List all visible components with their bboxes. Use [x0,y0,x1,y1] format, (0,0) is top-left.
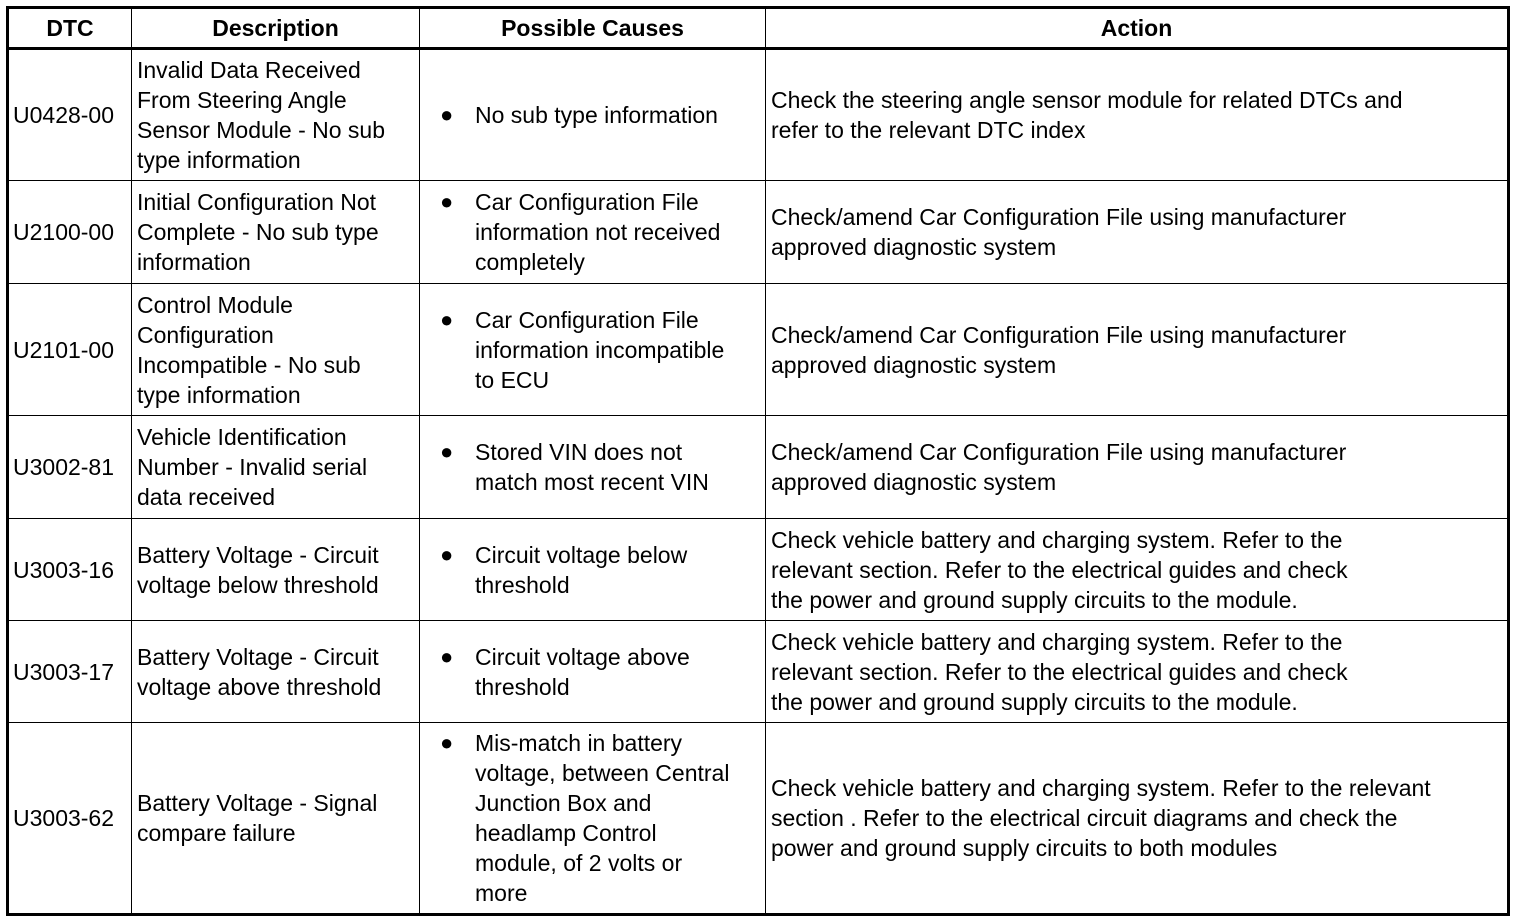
possible-causes [420,416,766,519]
cause-text: Circuit voltage above threshold [475,643,690,700]
table-row [8,49,1509,181]
dtc-description: Invalid Data Received From Steering Angle Sensor Module - No sub type information [132,49,420,181]
bullet-icon: ● [440,643,454,669]
dtc-description: Battery Voltage - Signal compare failure [132,723,420,915]
possible-causes [420,49,766,181]
dtc-action: Check vehicle battery and charging system. Refer to the relevant section. Refer to the electrical guides and check the power and ground supply circuits to the module. [766,621,1509,723]
cause-text: Car Configuration File information not received completely [475,189,721,275]
dtc-action: Check/amend Car Configuration File using manufacturer approved diagnostic system [766,284,1509,416]
table-row [8,416,1509,519]
possible-causes [420,181,766,284]
table-row [8,519,1509,621]
table-row [8,723,1509,915]
dtc-code: U2101-00 [8,284,132,416]
dtc-description: Battery Voltage - Circuit voltage below threshold [132,519,420,621]
dtc-action: Check the steering angle sensor module for related DTCs and refer to the relevant DTC index [766,49,1509,181]
possible-causes [420,519,766,621]
dtc-description: Vehicle Identification Number - Invalid serial data received [132,416,420,519]
possible-causes [420,621,766,723]
possible-causes [420,284,766,416]
dtc-code: U3003-62 [8,723,132,915]
header-possible-causes: Possible Causes [420,8,766,49]
bullet-icon: ● [440,189,454,214]
cause-text: Mis-match in battery voltage, between Central Junction Box and headlamp Control module, of 2 volts or more [475,730,730,906]
table-header-row [8,8,1509,49]
header-dtc: DTC [8,8,132,49]
header-description: Description [132,8,420,49]
dtc-code: U2100-00 [8,181,132,284]
cause-text: No sub type information [475,102,718,128]
dtc-action: Check/amend Car Configuration File using manufacturer approved diagnostic system [766,181,1509,284]
dtc-code: U3003-17 [8,621,132,723]
dtc-action: Check vehicle battery and charging system. Refer to the relevant section . Refer to the electrical circuit diagrams and check the power and ground supply circuits to both modules [766,723,1509,915]
bullet-icon: ● [440,439,454,464]
dtc-code: U3003-16 [8,519,132,621]
bullet-icon: ● [440,102,454,127]
cause-text: Car Configuration File information incompatible to ECU [475,306,725,393]
dtc-action: Check/amend Car Configuration File using manufacturer approved diagnostic system [766,416,1509,519]
cause-text: Stored VIN does not match most recent VIN [475,439,709,495]
table-row [8,284,1509,416]
cause-text: Circuit voltage below threshold [475,541,688,598]
dtc-description: Initial Configuration Not Complete - No sub type information [132,181,420,284]
table-row [8,181,1509,284]
header-action: Action [766,8,1509,49]
bullet-icon: ● [440,306,454,332]
possible-causes [420,723,766,915]
dtc-description: Battery Voltage - Circuit voltage above threshold [132,621,420,723]
dtc-description: Control Module Configuration Incompatible - No sub type information [132,284,420,416]
dtc-code: U3002-81 [8,416,132,519]
table-row [8,621,1509,723]
dtc-action: Check vehicle battery and charging system. Refer to the relevant section. Refer to the electrical guides and check the power and ground supply circuits to the module. [766,519,1509,621]
bullet-icon: ● [440,541,454,567]
bullet-icon: ● [440,730,454,755]
dtc-table [6,6,1510,916]
dtc-code: U0428-00 [8,49,132,181]
